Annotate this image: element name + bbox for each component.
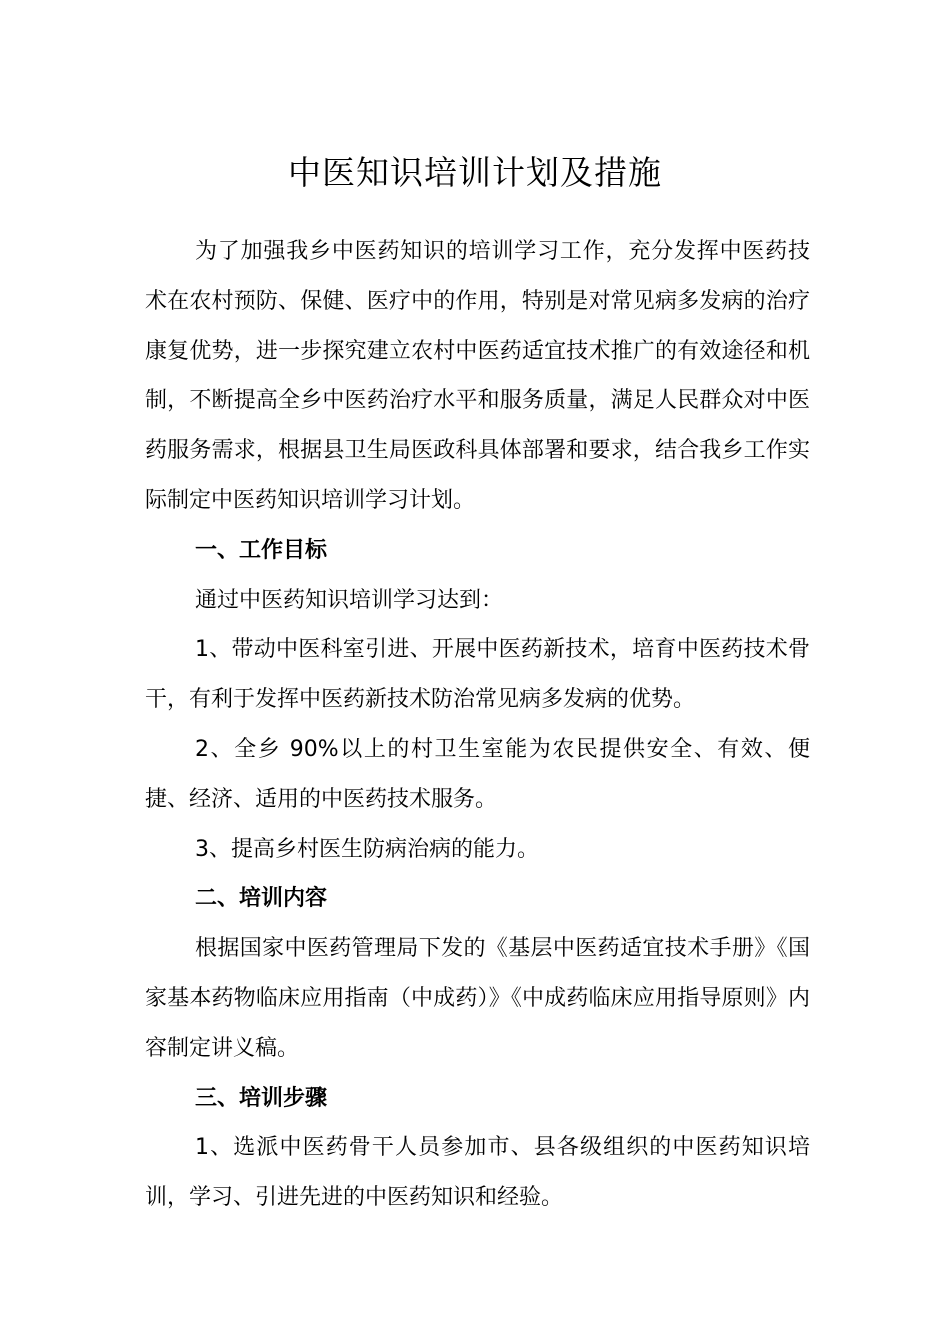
section-heading-goals: 一、工作目标 xyxy=(195,537,328,563)
goals-lead-paragraph: 通过中医药知识培训学习达到： xyxy=(195,587,504,613)
goal-item-1: 1、带动中医科室引进、开展中医药新技术，培育中医药技术骨干，有利于发挥中医药新技术防治常见病多发病的优势。 xyxy=(145,637,810,713)
document-title: 中医知识培训计划及措施 xyxy=(288,153,662,192)
goal-item-3: 3、提高乡村医生防病治病的能力。 xyxy=(195,836,539,862)
section-heading-steps: 三、培训步骤 xyxy=(195,1085,328,1111)
intro-paragraph: 为了加强我乡中医药知识的培训学习工作，充分发挥中医药技术在农村预防、保健、医疗中的作用，特别是对常见病多发病的治疗康复优势，进一步探究建立农村中医药适宜技术推广的有效途径和机制，不断提高全乡中医药治疗水平和服务质量，满足人民群众对中医药服务需求，根据县卫生局医政科具体部署和要求，结合我乡工作实际制定中医药知识培训学习计划。 xyxy=(145,239,810,513)
goal-item-2: 2、全乡 90%以上的村卫生室能为农民提供安全、有效、便捷、经济、适用的中医药技术服务。 xyxy=(145,736,810,812)
section-heading-content: 二、培训内容 xyxy=(195,886,328,912)
content-paragraph: 根据国家中医药管理局下发的《基层中医药适宜技术手册》《国家基本药物临床应用指南（中成药）》《中成药临床应用指导原则》内容制定讲义稿。 xyxy=(145,936,810,1061)
step-item-1: 1、选派中医药骨干人员参加市、县各级组织的中医药知识培训，学习、引进先进的中医药知识和经验。 xyxy=(145,1135,810,1211)
document-body xyxy=(145,227,810,1223)
